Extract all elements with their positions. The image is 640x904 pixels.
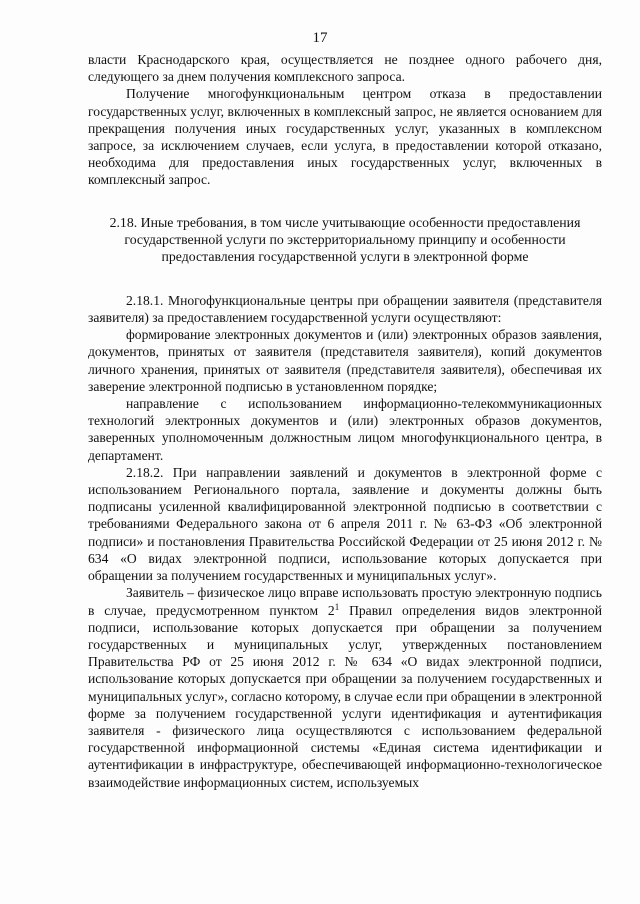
paragraph-text-after-footnote: Правил определения видов электронной подписи, использование которых допускается при обращении за получением государственных и муниципальных услуг, утвержденных постановлением Правительства РФ от 25 июня 2012 г. № 634 «О видах электронной подписи, использование которых допускается при обращении за получением государственных и муниципальных услуг», согласно которому, в случае если при обращении в электронной форме за получением государственной услуги идентификация и аутентификация заявителя - физического лица осуществляются с использованием федеральной государственной информационной системы «Единая система идентификации и аутентификации в инфраструктуре, обеспечивающей информационно-технологическое взаимодействие информационных систем, используемых [88, 602, 602, 790]
paragraph-2-18-1: 2.18.1. Многофункциональные центры при обращении заявителя (представителя заявителя) за предоставлением государственной услуги осуществляют: [88, 292, 602, 326]
superscript-marker: 1 [334, 601, 340, 612]
paragraph-2-18-2: 2.18.2. При направлении заявлений и документов в электронной форме с использованием Регионального портала, заявление и документы должны быть подписаны усиленной квалифицированной электронной подписью в соответствии с требованиями Федерального закона от 6 апреля 2011 г. № 63-ФЗ «Об электронной подписи» и постановления Правительства Российской Федерации от 25 июня 2012 г. № 634 «О видах электронной подписи, использование которых допускается при обращении за получением государственных и муниципальных услуг». [88, 464, 602, 584]
paragraph-simple-electronic-signature [88, 584, 602, 790]
paragraph-continuation: власти Краснодарского края, осуществляется не позднее одного рабочего дня, следующего за днем получения комплексного запроса. [88, 52, 602, 85]
page-number: 17 [312, 30, 328, 46]
section-heading-2-18: 2.18. Иные требования, в том числе учитывающие особенности предоставления государственной услуги по экстерриториальному принципу и особенности предоставления государственной услуги в электронной форме [109, 214, 581, 265]
paragraph-text-before-footnote: Заявитель – физическое лицо вправе использовать простую электронную подпись в случае, предусмотренном пунктом 2 [88, 585, 602, 618]
paragraph-complex-request-refusal: Получение многофункциональным центром отказа в предоставлении государственных услуг, включенных в комплексный запрос, не является основанием для прекращения получения иных государственных услуг, указанных в комплексном запросе, за исключением случаев, если услуга, в предоставлении которой отказано, необходима для предоставления иных государственных услуг, включенных в комплексный запрос. [88, 86, 602, 188]
paragraph-sending-to-department: направление с использованием информационно-телекоммуникационных технологий электронных документов и (или) электронных образов документов, заверенных уполномоченным должностным лицом многофункционального центра, в департамент. [88, 396, 602, 463]
paragraph-forming-electronic-documents: формирование электронных документов и (или) электронных образов заявления, документов, принятых от заявителя (представителя заявителя), копий документов личного хранения, принятых от заявителя (представителя заявителя), обеспечивая их заверение электронной подписью в установленном порядке; [88, 327, 602, 394]
document-body [88, 51, 602, 791]
